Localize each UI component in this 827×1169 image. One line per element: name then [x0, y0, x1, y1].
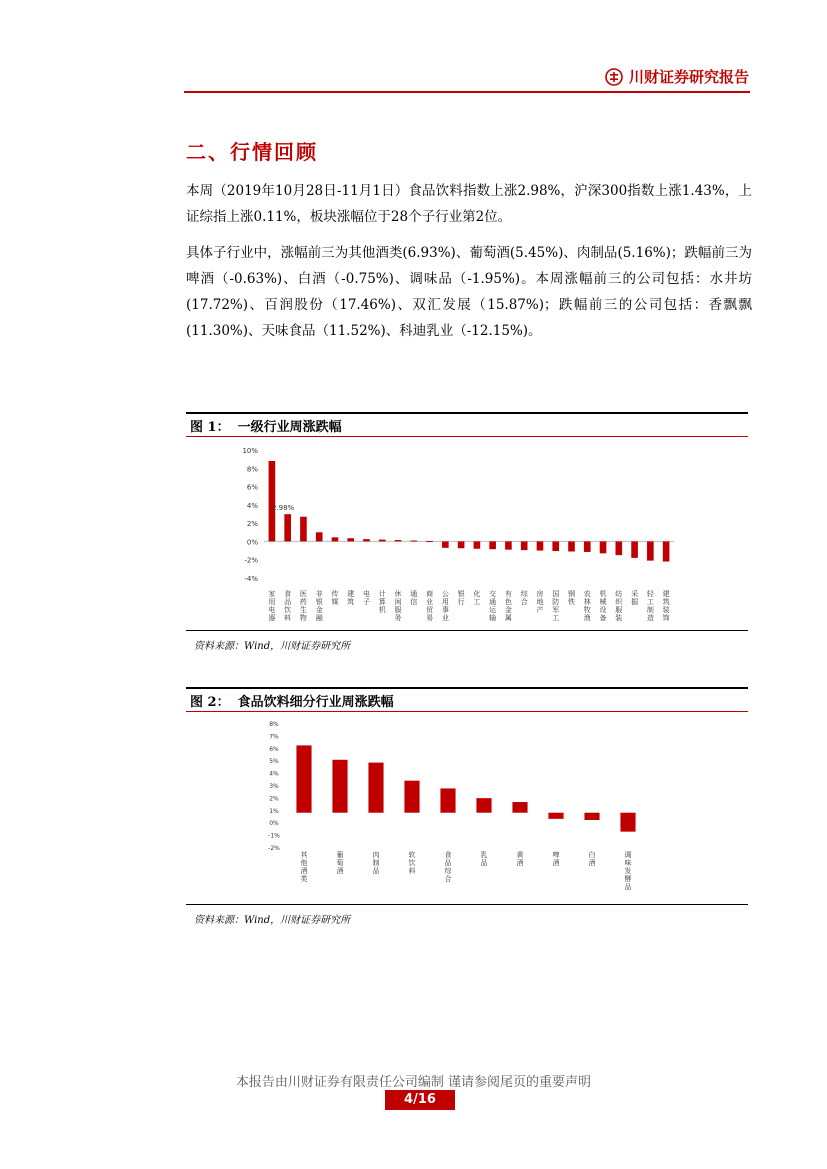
chart-1-bar	[410, 541, 417, 542]
chart-1-xtick: 电子	[363, 590, 370, 606]
paragraph-market-summary: 本周（2019年10月28日-11月1日）食品饮料指数上涨2.98%，沪深300指数上涨1.43%，上证综指上涨0.11%，板块涨幅位于28个子行业第2位。	[186, 183, 752, 225]
chart-1-ytick: 4%	[246, 501, 258, 510]
chart-2-ytick: 5%	[269, 758, 279, 766]
chart-1-bar	[474, 541, 481, 548]
chart-1-bar	[332, 537, 339, 541]
figure-2-source: 资料来源：Wind，川财证券研究所	[194, 915, 351, 926]
chart-1-bar	[442, 541, 449, 547]
chart-1-xtick: 国防军工	[552, 590, 560, 622]
chart-1-bar	[395, 540, 402, 541]
figure-1	[186, 412, 748, 662]
chart-2-bar	[296, 745, 311, 812]
page-number: 4/16	[385, 1090, 455, 1110]
chart-2-xtick: 啤酒	[552, 851, 560, 867]
chart-1-xtick: 采掘	[631, 590, 639, 606]
chart-2-bar	[620, 813, 635, 832]
chart-1-xtick: 农林牧渔	[583, 590, 591, 622]
paragraph-subsector-detail: 具体子行业中，涨幅前三为其他酒类(6.93%)、葡萄酒(5.45%)、肉制品(5.16%)；跌幅前三为啤酒（-0.63%)、白酒（-0.75%)、调味品（-1.95%)。本周涨幅前三的公司包括：水井坊 (17.72%)、百润股份（17.46%)、双汇发展（15.87%)；跌幅前三的公司包括：香飘飘 (11.30%)、天味食品（11.52%)、科迪乳业（-12.15%)。	[186, 245, 752, 339]
chart-1-bar	[615, 541, 622, 555]
chart-2-xtick: 葡萄酒	[336, 851, 344, 875]
chart-1-bar	[458, 541, 465, 548]
chart-1-bar	[347, 538, 354, 541]
chart-1-bar	[269, 461, 276, 541]
chart-2-ytick: 0%	[269, 820, 279, 828]
chart-1-bar	[363, 539, 370, 541]
chart-1-bar	[647, 541, 654, 560]
figure-1-header	[186, 412, 748, 437]
chart-1-bar	[284, 514, 291, 541]
brand-text: 川财证券研究报告	[628, 68, 749, 86]
chart-1-bar	[316, 532, 323, 541]
chart-1-data-label: 2.98%	[271, 504, 295, 513]
chart-1-xtick: 建筑装饰	[662, 590, 670, 622]
chart-1-xtick: 化工	[473, 590, 481, 606]
chart-1-bar	[552, 541, 559, 551]
chart-1-bar	[426, 541, 433, 542]
chart-1-ytick: 0%	[246, 538, 258, 547]
chart-1-xtick: 机械设备	[599, 590, 607, 622]
chart-1-xtick: 银行	[457, 590, 465, 606]
chart-1-xtick: 有色金属	[504, 590, 512, 622]
chart-1-bar	[568, 541, 575, 551]
chart-2-ytick: 8%	[269, 721, 279, 728]
figure-2-bottom-rule	[186, 904, 748, 905]
figure-2-label: 图 2：	[190, 694, 230, 710]
chart-1-bar	[489, 541, 496, 549]
chart-1-xtick: 非银金融	[315, 590, 323, 622]
brand-header	[605, 66, 749, 87]
chart-2-bar	[440, 788, 455, 812]
chart-2-bar	[584, 813, 599, 820]
chart-1-ytick: -2%	[244, 556, 258, 565]
chart-2-ytick: 7%	[269, 733, 279, 741]
chart-1-bar	[505, 541, 512, 549]
chart-1-ytick: -4%	[244, 575, 258, 583]
chart-1-xtick: 商业贸易	[426, 590, 434, 622]
chart-1-xtick: 医药生物	[299, 590, 307, 622]
chart-2-ytick: 3%	[269, 783, 279, 790]
chart-2-bar	[476, 798, 491, 813]
chart-2-ytick: 1%	[269, 807, 279, 815]
chart-1-bar	[584, 541, 591, 552]
figure-2-title: 食品饮料细分行业周涨跌幅	[237, 694, 394, 710]
chart-2-bar	[404, 781, 419, 813]
chart-1-bar	[631, 541, 638, 557]
chart-2-bar	[332, 760, 347, 813]
chart-1-xtick: 纺织服装	[615, 590, 623, 622]
chart-1-bar	[600, 541, 607, 553]
chart-1-bar	[663, 541, 670, 561]
chart-2-ytick: -2%	[268, 845, 280, 852]
figure-1-label: 图 1：	[190, 419, 230, 435]
figure-1-bottom-rule	[186, 630, 748, 631]
section-title: 二、行情回顾	[186, 140, 318, 164]
chart-1-xtick: 通信	[410, 590, 418, 606]
chart-1-ytick: 8%	[246, 465, 258, 474]
chart-1-bar	[300, 517, 307, 542]
chart-2-xtick: 食品综合	[444, 851, 452, 883]
chart-2-xtick: 其他酒类	[300, 851, 308, 883]
chart-2	[186, 713, 748, 903]
chart-1-xtick: 钢铁	[568, 590, 575, 606]
chart-1-xtick: 交通运输	[489, 590, 497, 622]
chart-1-ytick: 10%	[242, 447, 258, 455]
chart-1-ytick: 2%	[246, 520, 258, 529]
chart-1-xtick: 休闲服务	[394, 590, 402, 622]
chart-2-ytick: -1%	[268, 832, 280, 840]
chart-1-xtick: 综合	[520, 590, 528, 606]
footer-disclaimer: 本报告由川财证券有限责任公司编制 谨请参阅尾页的重要声明	[235, 1075, 592, 1090]
chart-1	[186, 438, 748, 634]
chart-1-xtick: 房地产	[536, 590, 544, 614]
chart-2-xtick: 软饮料	[408, 851, 416, 875]
chart-2-ytick: 2%	[269, 795, 279, 803]
chart-2-xtick: 调味发酵品	[624, 851, 632, 891]
chart-1-xtick: 计算机	[378, 590, 386, 614]
chart-2-bar	[368, 763, 383, 813]
chart-1-xtick: 传媒	[331, 590, 339, 606]
figure-1-source: 资料来源：Wind，川财证券研究所	[194, 641, 351, 652]
chart-1-bar	[537, 541, 544, 550]
chart-2-bar	[548, 813, 563, 819]
chart-2-bar	[512, 802, 527, 813]
chart-2-xtick: 肉制品	[372, 851, 380, 875]
chart-2-xtick: 乳品	[480, 851, 488, 867]
figure-2	[186, 687, 748, 927]
chart-1-xtick: 轻工制造	[646, 590, 654, 622]
chart-1-xtick: 家用电器	[268, 590, 276, 622]
chart-1-ytick: 6%	[246, 483, 258, 492]
chart-2-xtick: 黄酒	[516, 851, 524, 867]
figure-2-header	[186, 687, 748, 712]
chart-1-xtick: 食品饮料	[284, 590, 292, 622]
brand-logo-icon	[605, 68, 623, 86]
figure-1-title: 一级行业周涨跌幅	[237, 419, 342, 435]
chart-1-xtick: 建筑	[347, 590, 355, 606]
chart-1-bar	[379, 540, 386, 542]
chart-2-ytick: 6%	[269, 745, 279, 753]
chart-2-xtick: 白酒	[588, 851, 596, 867]
chart-1-bar	[521, 541, 528, 550]
chart-2-ytick: 4%	[269, 770, 279, 778]
chart-1-xtick: 公用事业	[441, 590, 449, 622]
header-rule	[184, 91, 750, 93]
